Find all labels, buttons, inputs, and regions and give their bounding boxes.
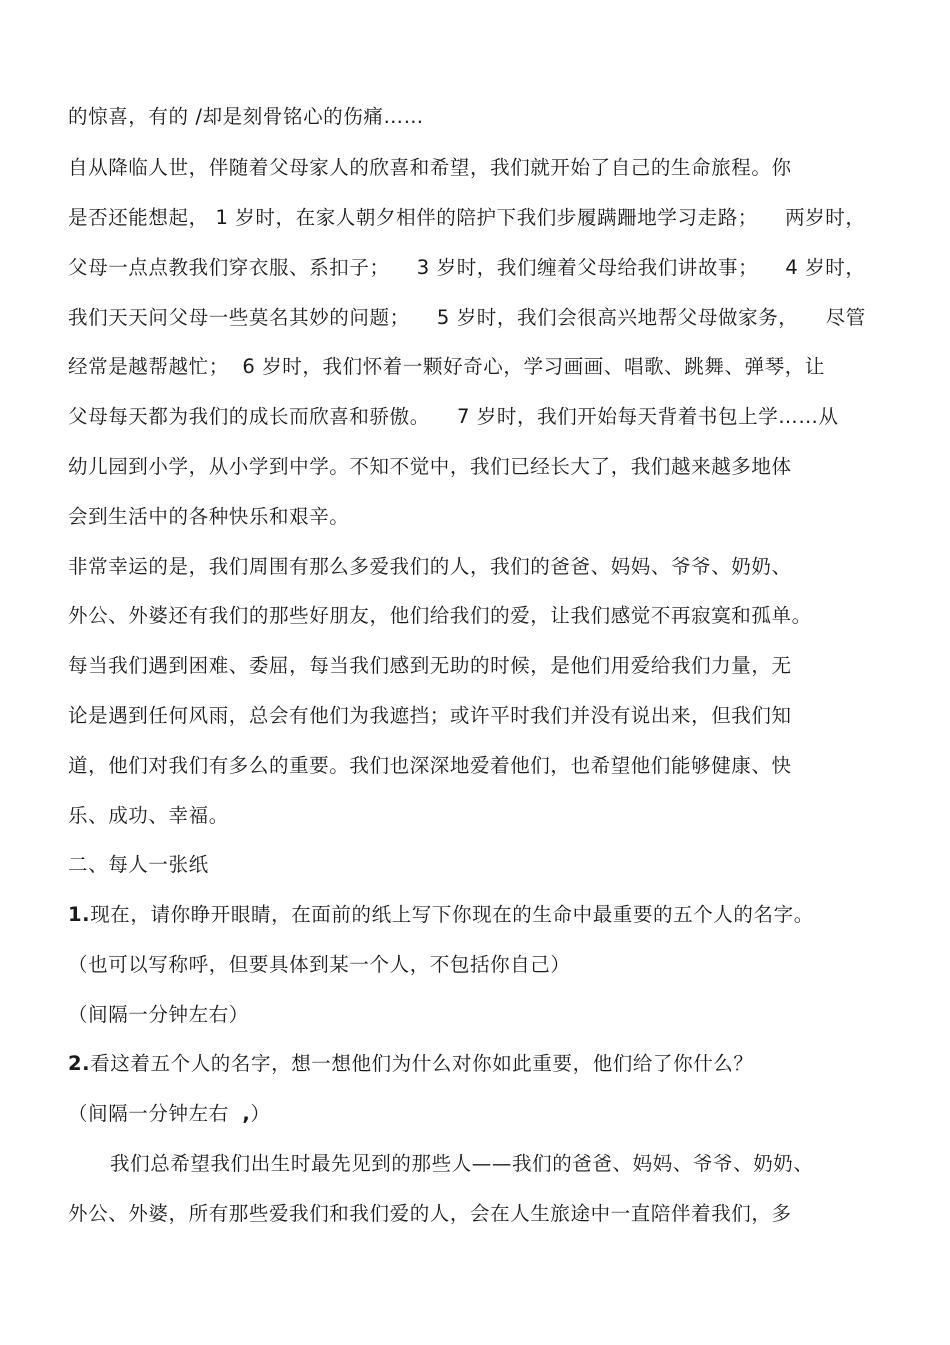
item-2-interval-close: ） [250, 1102, 271, 1125]
item-1 [68, 902, 814, 928]
section-heading: 二、每人一张纸 [68, 853, 209, 876]
text-line-6 [68, 354, 825, 380]
item-2-number: 2. [68, 1052, 91, 1075]
text-line-4 [68, 255, 866, 281]
item-2 [68, 1051, 754, 1077]
text-line-14: 道，他们对我们有多么的重要。我们也深深地爱着他们，也希望他们能够健康、快 [68, 754, 792, 777]
text-line-10: 非常幸运的是，我们周围有那么多爱我们的人，我们的爸爸、妈妈、爷爷、奶奶、 [68, 555, 792, 578]
item-2-text: 看这着五个人的名字，想一想他们为什么对你如此重要，他们给了你什么？ [90, 1052, 754, 1075]
text-line-9: 会到生活中的各种快乐和艰辛。 [68, 505, 350, 528]
text-line-7 [68, 404, 839, 430]
text-line-15: 乐、成功、幸福。 [68, 804, 229, 827]
text-line-4-text: 父母一点点教我们穿衣服、系扣子； 3 岁时，我们缠着父母给我们讲故事； 4 岁时， [68, 256, 866, 279]
text-line-11: 外公、外婆还有我们的那些好朋友，他们给我们的爱，让我们感觉不再寂寞和孤单。 [68, 604, 812, 627]
text-line-paragraph-start: 我们总希望我们出生时最先见到的那些人——我们的爸爸、妈妈、爷爷、奶奶、 [110, 1152, 814, 1175]
item-1-number: 1. [68, 903, 91, 926]
text-line-6-text: 经常是越帮越忙； 6 岁时，我们怀着一颗好奇心，学习画画、唱歌、跳舞、弹琴，让 [68, 355, 826, 378]
text-line-3 [68, 205, 866, 231]
text-line-2: 自从降临人世，伴随着父母家人的欣喜和希望，我们就开始了自己的生命旅程。你 [68, 156, 792, 179]
item-2-interval [68, 1101, 271, 1127]
text-line-7-text: 父母每天都为我们的成长而欣喜和骄傲。 7 岁时，我们开始每天背着书包上学……从 [68, 405, 839, 428]
text-line-5 [68, 305, 866, 331]
item-1-note: （也可以写称呼，但要具体到某一个人，不包括你自己） [68, 953, 571, 976]
text-line-1: 的惊喜，有的 /却是刻骨铭心的伤痛…… [68, 105, 424, 128]
text-line-13: 论是遇到任何风雨，总会有他们为我遮挡；或许平时我们并没有说出来，但我们知 [68, 704, 792, 727]
item-2-interval-comma: , [242, 1102, 251, 1125]
text-line-last: 外公、外婆，所有那些爱我们和我们爱的人，会在人生旅途中一直陪伴着我们，多 [68, 1202, 792, 1225]
text-line-12: 每当我们遇到困难、委屈，每当我们感到无助的时候，是他们用爱给我们力量，无 [68, 654, 792, 677]
text-line-5-text: 我们天天问父母一些莫名其妙的问题； 5 岁时，我们会很高兴地帮父母做家务， 尽管 [68, 306, 866, 329]
item-1-text: 现在，请你睁开眼睛，在面前的纸上写下你现在的生命中最重要的五个人的名字。 [90, 903, 814, 926]
text-line-3-text: 是否还能想起， 1 岁时，在家人朝夕相伴的陪护下我们步履蹒跚地学习走路； 两岁时， [68, 206, 866, 229]
item-1-interval: （间隔一分钟左右） [68, 1003, 249, 1026]
item-2-interval-text: （间隔一分钟左右 [68, 1102, 243, 1125]
text-line-8: 幼儿园到小学，从小学到中学。不知不觉中，我们已经长大了，我们越来越多地体 [68, 455, 792, 478]
